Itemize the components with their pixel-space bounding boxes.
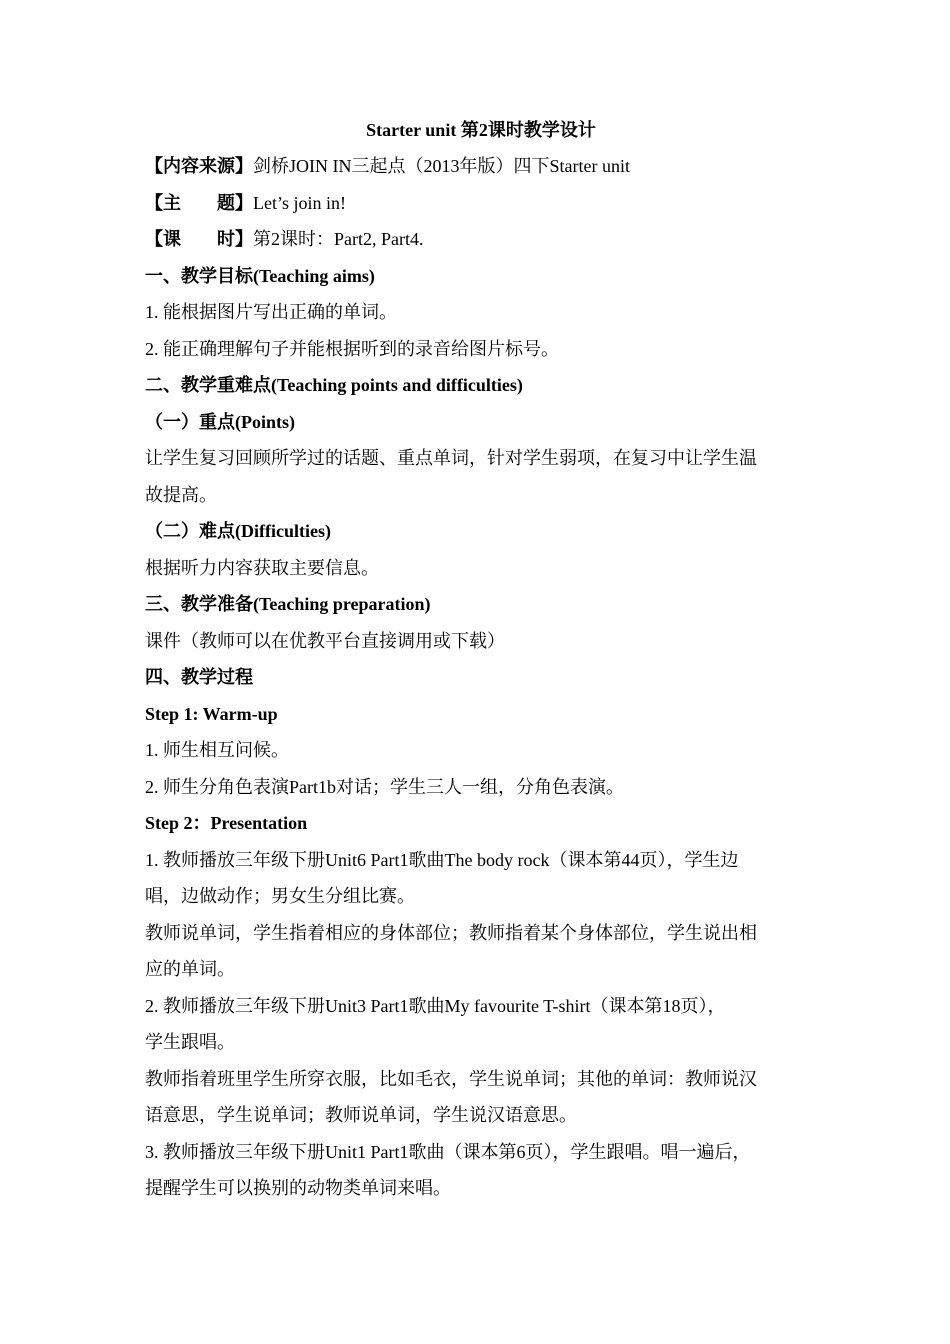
- step1-item: 1. 师生相互问候。: [145, 740, 289, 760]
- meta-theme-value: Let’s join in!: [253, 192, 346, 213]
- points-text: 故提高。: [145, 484, 217, 505]
- step1-heading: Step 1: Warm-up: [145, 703, 278, 724]
- step2-line: 提醒学生可以换别的动物类单词来唱。: [145, 1178, 451, 1198]
- section-process-heading: 四、教学过程: [145, 667, 253, 687]
- document-title: Starter unit 第2课时教学设计: [366, 120, 596, 140]
- step2-line: 1. 教师播放三年级下册Unit6 Part1歌曲The body rock（课本第44页），学生边: [145, 849, 739, 870]
- meta-period-value: 第2课时：Part2, Part4.: [253, 229, 424, 249]
- section-preparation-heading: 三、教学准备(Teaching preparation): [145, 594, 431, 614]
- meta-source: [145, 148, 817, 185]
- step2-line: 2. 教师播放三年级下册Unit3 Part1歌曲My favourite T-shirt（课本第18页），: [145, 995, 726, 1016]
- step2-heading: Step 2：Presentation: [145, 813, 308, 833]
- preparation-text: 课件（教师可以在优教平台直接调用或下载）: [145, 630, 505, 651]
- meta-period: [145, 221, 817, 258]
- section-aims-heading: 一、教学目标(Teaching aims): [145, 265, 375, 286]
- aims-item: 2. 能正确理解句子并能根据听到的录音给图片标号。: [145, 338, 559, 359]
- document-page: [145, 112, 817, 1207]
- aims-item: 1. 能根据图片写出正确的单词。: [145, 302, 397, 322]
- points-text: 让学生复习回顾所学过的话题、重点单词，针对学生弱项，在复习中让学生温: [145, 448, 757, 468]
- meta-theme-label: 【主 题】: [145, 192, 253, 213]
- meta-period-label: 【课 时】: [145, 229, 253, 249]
- step1-item: 2. 师生分角色表演Part1b对话；学生三人一组，分角色表演。: [145, 776, 624, 797]
- step2-line: 教师说单词，学生指着相应的身体部位；教师指着某个身体部位，学生说出相: [145, 922, 757, 943]
- step2-line: 学生跟唱。: [145, 1032, 235, 1052]
- step2-line: 3. 教师播放三年级下册Unit1 Part1歌曲（课本第6页），学生跟唱。唱一遍后，: [145, 1141, 751, 1162]
- step2-line: 语意思，学生说单词；教师说单词，学生说汉语意思。: [145, 1105, 577, 1125]
- difficulties-subheading: （二）难点(Difficulties): [145, 521, 331, 541]
- step2-line: 应的单词。: [145, 959, 235, 979]
- meta-source-label: 【内容来源】: [145, 156, 253, 176]
- points-subheading: （一）重点(Points): [145, 411, 295, 432]
- step2-line: 唱，边做动作；男女生分组比赛。: [145, 886, 415, 906]
- difficulties-text: 根据听力内容获取主要信息。: [145, 557, 379, 578]
- step2-line: 教师指着班里学生所穿衣服，比如毛衣，学生说单词；其他的单词：教师说汉: [145, 1068, 757, 1089]
- section-points-heading: 二、教学重难点(Teaching points and difficulties): [145, 375, 523, 395]
- meta-source-value: 剑桥JOIN IN三起点（2013年版）四下Starter unit: [253, 156, 630, 176]
- meta-theme: [145, 185, 817, 222]
